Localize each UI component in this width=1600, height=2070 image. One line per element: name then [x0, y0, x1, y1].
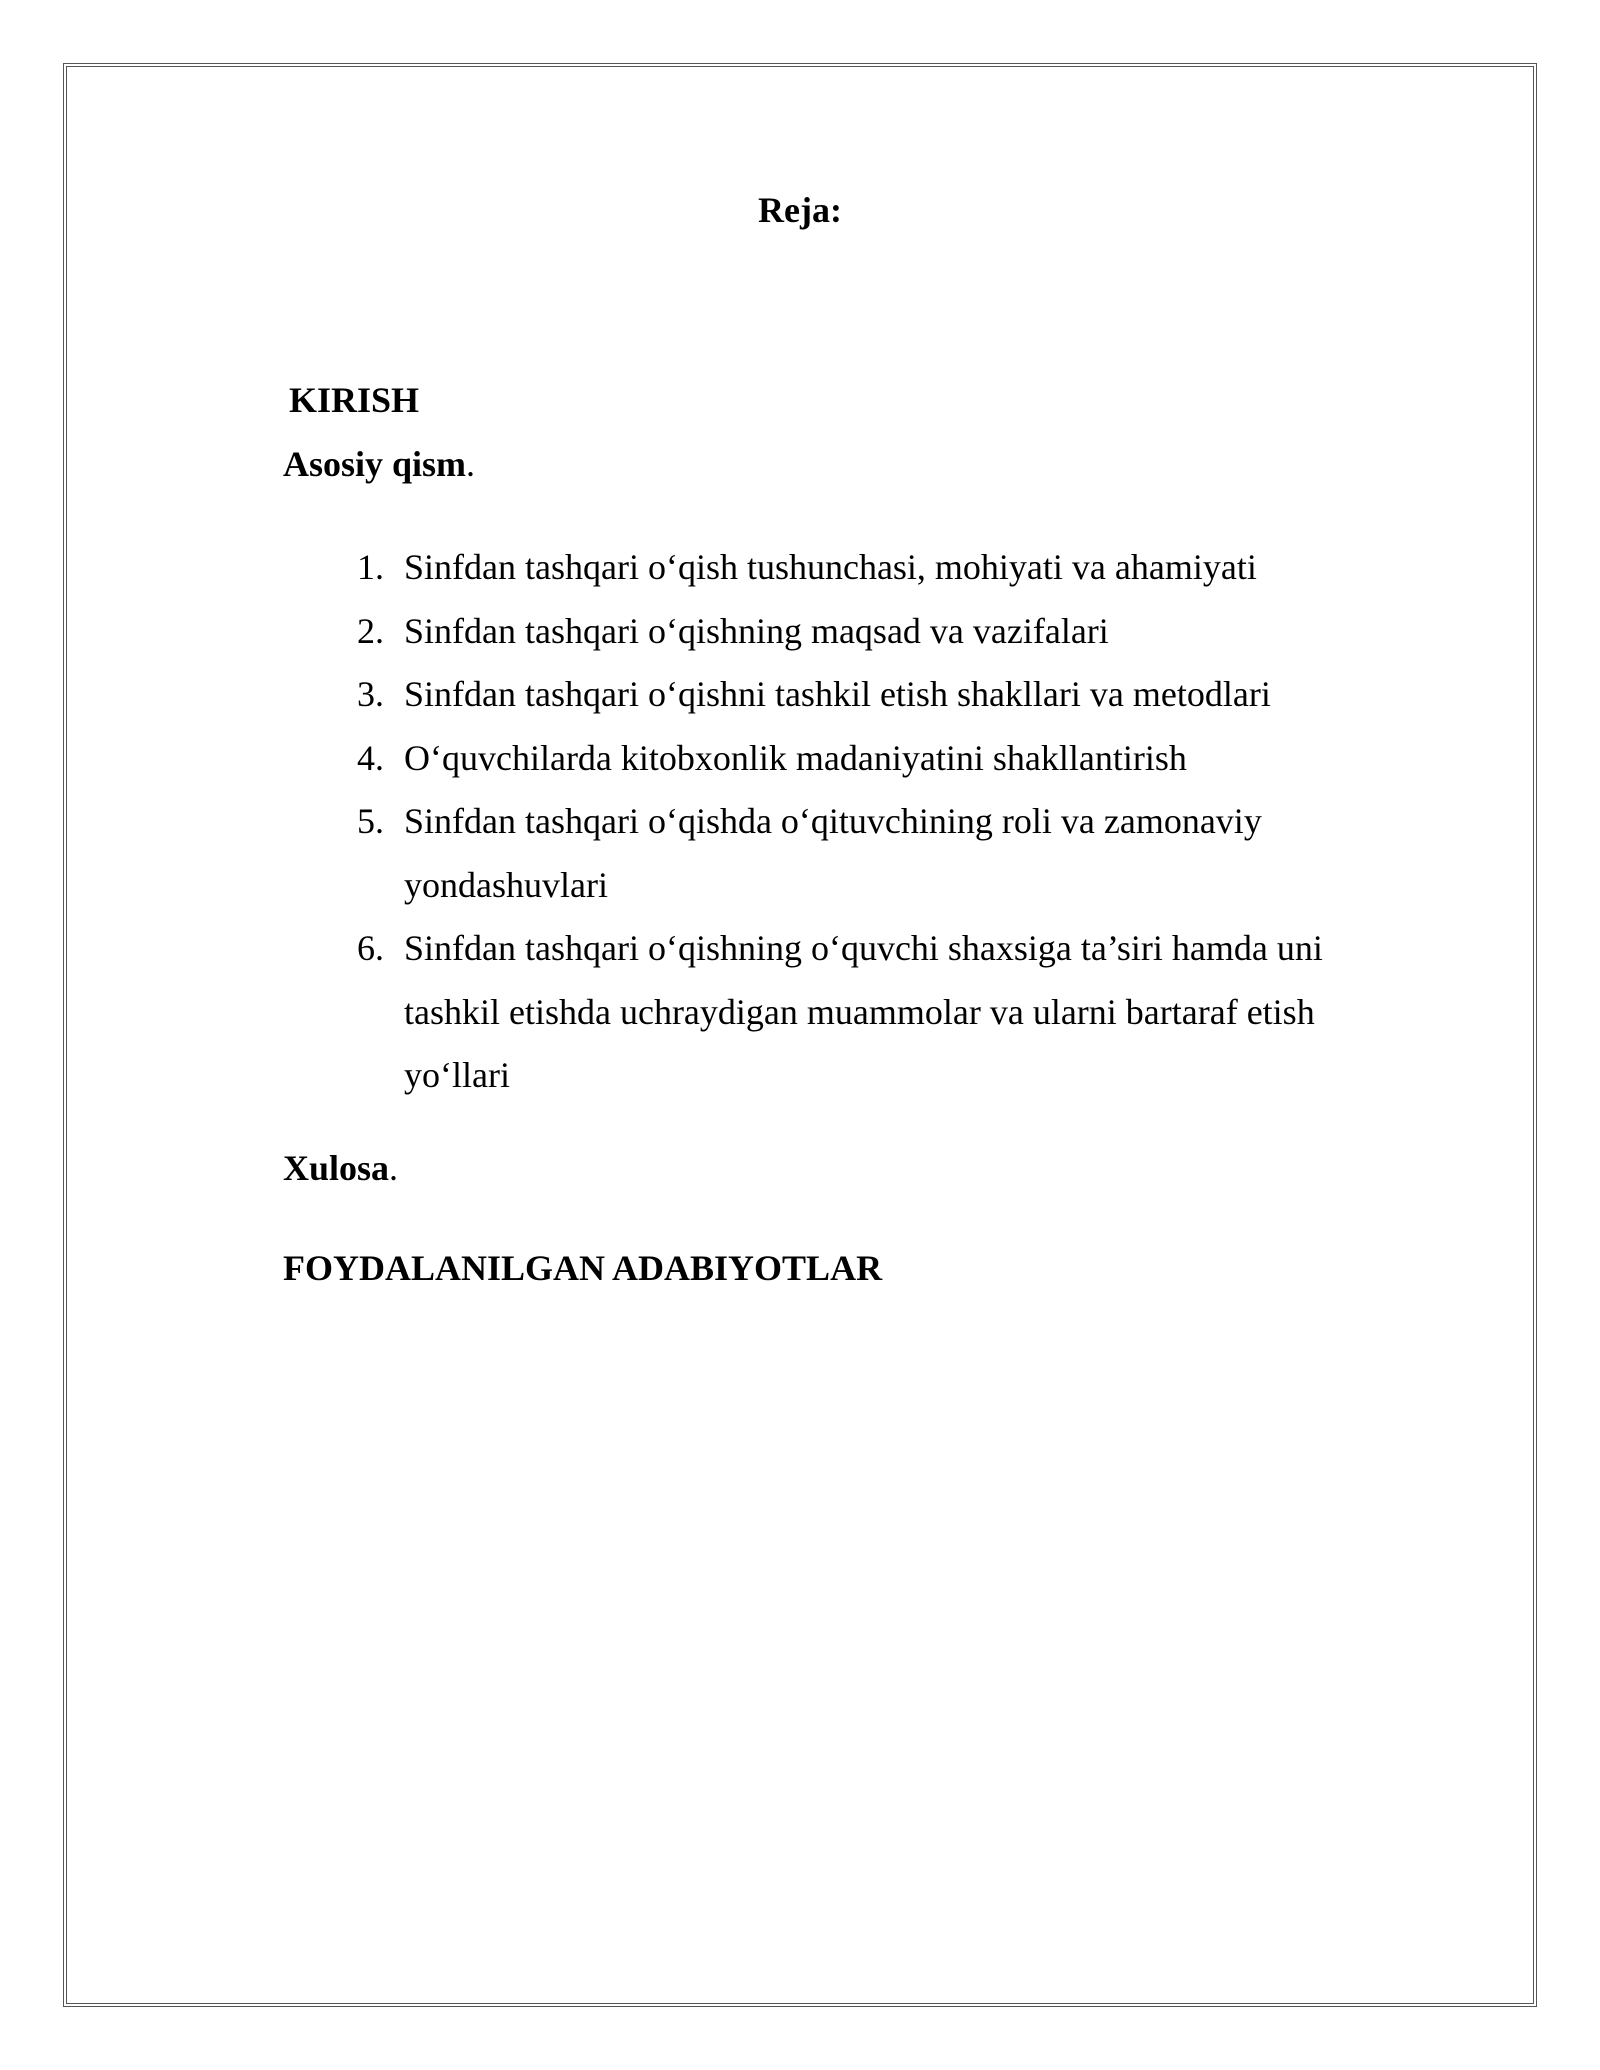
- section-main-part: [283, 442, 475, 486]
- section-conclusion: [283, 1146, 398, 1190]
- list-item-text: Sinfdan tashqari o‘qishning maqsad va vazifalari: [404, 610, 1109, 651]
- list-item: [320, 727, 1360, 791]
- list-item-text: Sinfdan tashqari o‘qishni tashkil etish shakllari va metodlari: [404, 674, 1271, 714]
- list-item: [320, 600, 1360, 664]
- list-item: [320, 663, 1360, 727]
- list-item-number: 3.: [357, 674, 384, 714]
- list-item: [320, 536, 1360, 600]
- conclusion-label: Xulosa: [283, 1148, 390, 1188]
- list-item-text: O‘quvchilarda kitobxonlik madaniyatini shakllantirish: [404, 737, 1187, 778]
- list-item-text: Sinfdan tashqari o‘qish tushunchasi, mohiyati va ahamiyati: [404, 547, 1257, 587]
- main-part-label: Asosiy qism: [283, 444, 467, 484]
- plan-list: [320, 536, 1360, 1108]
- main-part-punct: .: [466, 444, 476, 484]
- list-item-number: 5.: [357, 801, 384, 841]
- page-title: Reja:: [758, 190, 842, 230]
- list-item: [320, 790, 1360, 917]
- section-intro: KIRISH: [289, 380, 420, 420]
- list-item-number: 2.: [357, 610, 384, 651]
- list-item-number: 1.: [357, 547, 384, 587]
- list-item: [320, 917, 1360, 1108]
- list-item-text: Sinfdan tashqari o‘qishda o‘qituvchining roli va zamonaviy yondashuvlari: [404, 801, 1262, 905]
- conclusion-punct: .: [389, 1148, 399, 1188]
- list-item-number: 6.: [357, 928, 384, 968]
- section-references: FOYDALANILGAN ADABIYOTLAR: [283, 1248, 883, 1288]
- list-item-text: Sinfdan tashqari o‘qishning o‘quvchi shaxsiga ta’siri hamda uni tashkil etishda uchraydigan muammolar va ularni bartaraf etish yo‘llari: [404, 928, 1323, 1095]
- list-item-number: 4.: [357, 737, 384, 778]
